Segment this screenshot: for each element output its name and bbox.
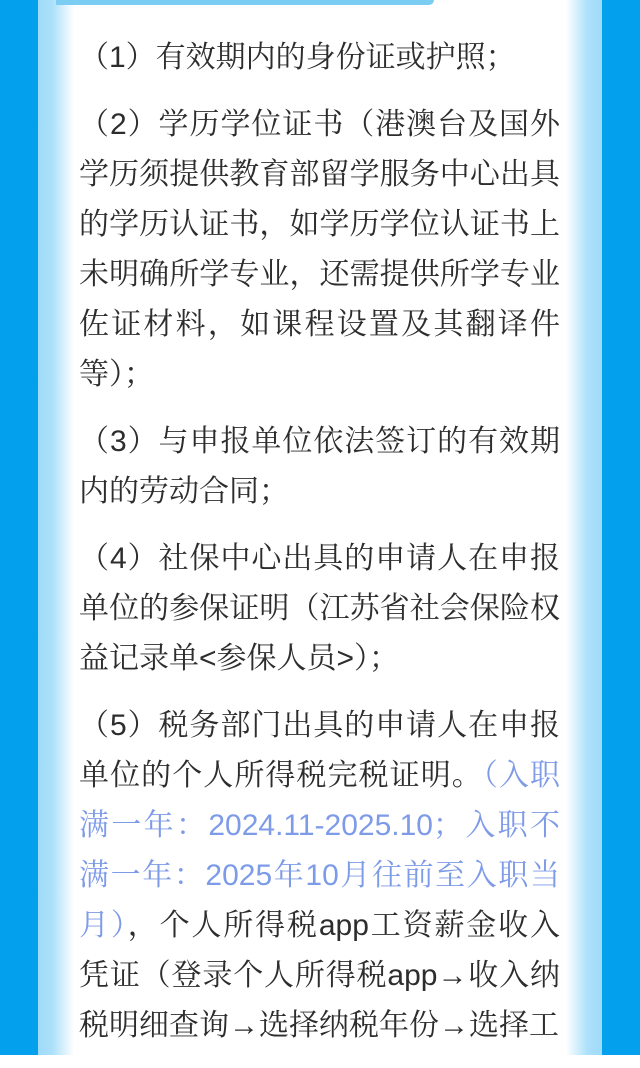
requirement-paragraph-2 (79, 100, 560, 400)
text-segment: （5）税务部门出具的申请人在申报单位的个人所得税完税证明。 (79, 709, 560, 792)
requirement-paragraph-3 (79, 417, 560, 517)
text-segment: （1）有效期内的身份证或护照； (79, 41, 516, 74)
text-segment: （4）社保中心出具的申请人在申报单位的参保证明（江苏省社会保险权益记录单<参保人员>）； (79, 542, 560, 675)
requirement-paragraph-1 (79, 33, 560, 83)
top-banner-edge (56, 0, 434, 5)
text-segment: （3）与申报单位依法签订的有效期内的劳动合同； (79, 425, 560, 508)
text-segment: ，个人所得税app工资薪金收入凭证（登录个人所得税app→收入纳税明细查询→选择纳税年份→选择工 (79, 909, 561, 1042)
requirement-paragraph-5 (79, 701, 560, 1051)
requirements-list (79, 33, 560, 1068)
highlight-date-range-segment: （入职满一年：2024.11-2025.10；入职不满一年：2025年10月往前至入职当月） (79, 759, 561, 942)
text-segment: （2）学历学位证书（港澳台及国外学历须提供教育部留学服务中心出具的学历认证书，如学历学位认证书上未明确所学专业，还需提供所学专业佐证材料，如课程设置及其翻译件等）； (79, 108, 560, 391)
requirement-paragraph-4 (79, 534, 560, 684)
right-border-strip (602, 0, 640, 1055)
left-border-strip (0, 0, 38, 1055)
